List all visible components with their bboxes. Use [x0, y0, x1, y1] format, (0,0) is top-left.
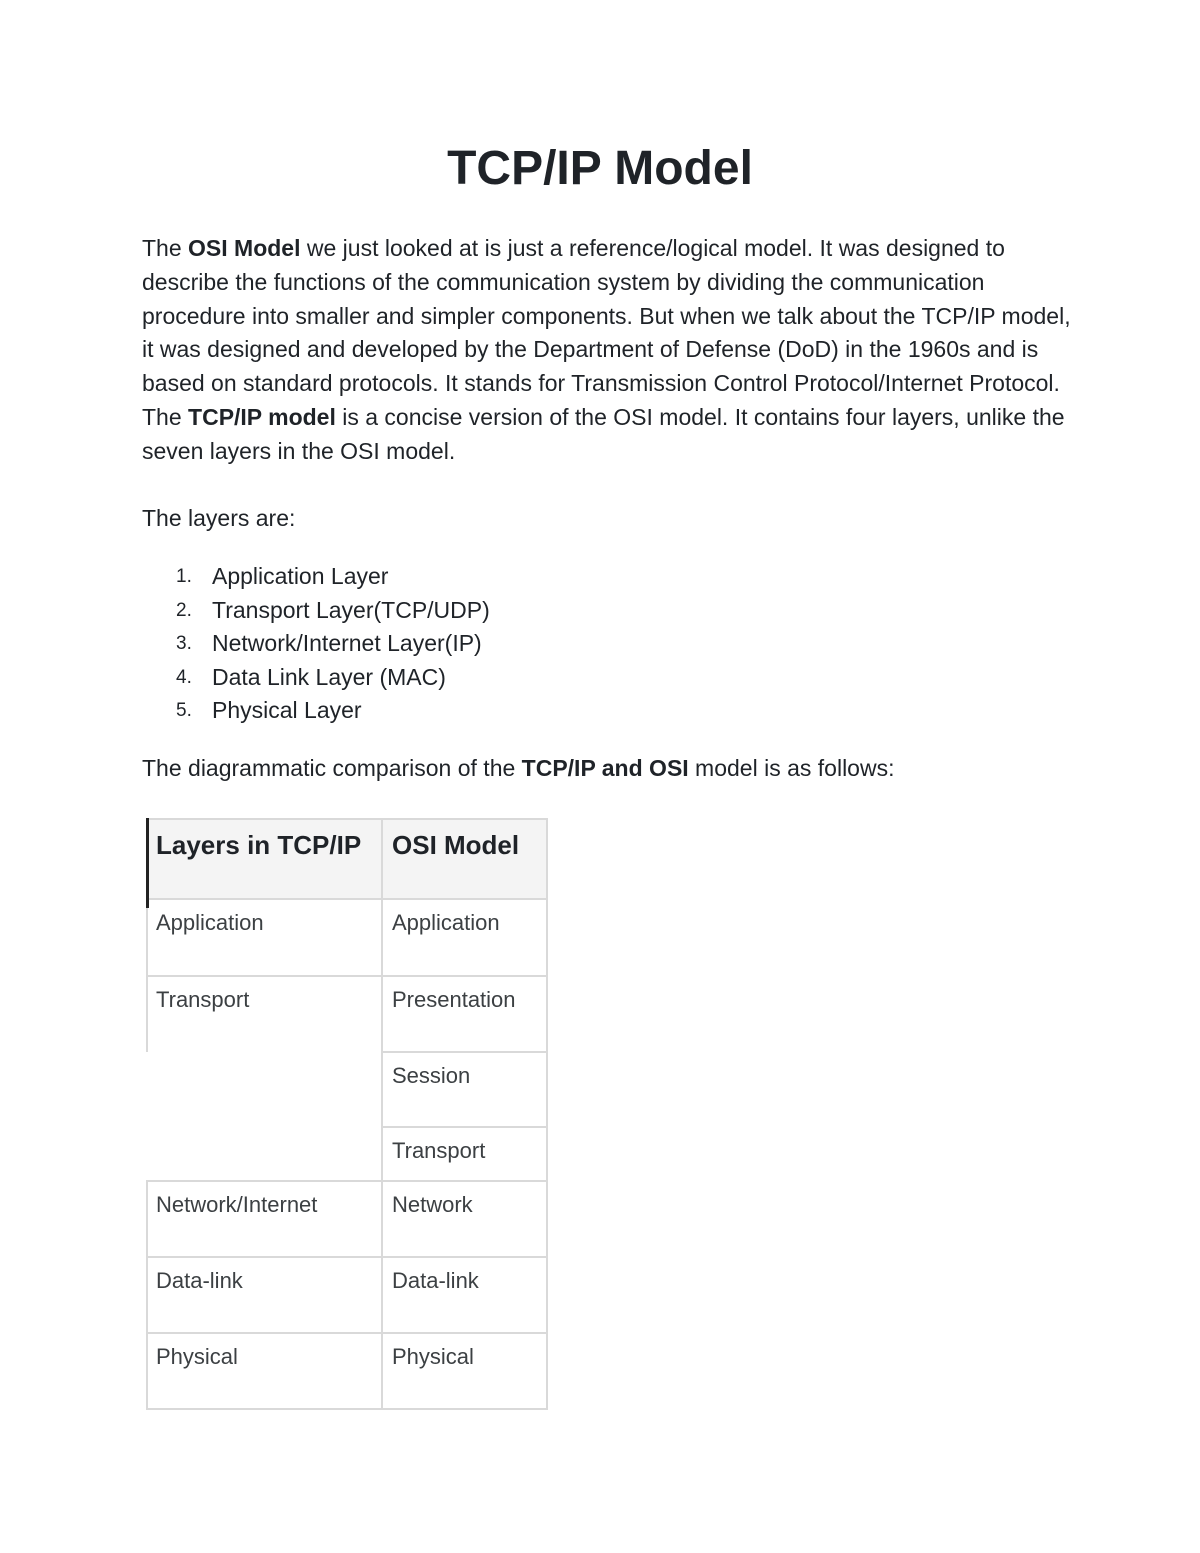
table-cell-tcpip: Transport — [156, 987, 250, 1012]
list-number: 1. — [176, 566, 192, 587]
intro-text: we just looked at is just a reference/logical model. It was designed to describe the functions of the communication system by dividing the communication procedure into smaller and simpler components. But when we talk about the TCP/IP model, it was designed and developed by the Department of Defense (DoD) in the 1960s and is based on standard protocols. It stands for Transmission Control Protocol/Internet Protocol. The — [142, 235, 1071, 430]
list-item — [142, 661, 490, 695]
list-item-label: Application Layer — [212, 563, 389, 589]
table-border — [382, 1051, 548, 1053]
intro-tcpip-model-bold: TCP/IP model — [188, 403, 336, 430]
list-item — [142, 594, 490, 628]
list-item-label: Physical Layer — [212, 697, 362, 724]
table-border — [146, 1180, 148, 1410]
list-item-label: Transport Layer(TCP/UDP) — [212, 596, 490, 623]
comparison-sentence — [142, 752, 894, 786]
table-border — [146, 1408, 548, 1410]
table-border — [382, 1126, 548, 1128]
table-cell-tcpip: Network/Internet — [156, 1192, 318, 1217]
list-item — [142, 694, 490, 728]
comparison-text: model is as follows: — [688, 755, 895, 781]
table-cell-tcpip: Data-link — [156, 1268, 243, 1293]
table-cell-tcpip: Physical — [156, 1344, 238, 1369]
table-border — [146, 818, 548, 820]
table-header-osi: OSI Model — [382, 818, 546, 898]
table-cell-osi: Data-link — [392, 1268, 479, 1293]
intro-text: The — [142, 235, 189, 261]
table-left-accent — [146, 818, 149, 908]
list-item — [142, 627, 490, 661]
intro-text: is a concise version of the OSI model. It contains four layers, unlike the seven layers in the OSI model. — [142, 403, 1065, 464]
list-item — [142, 560, 490, 594]
table-border — [146, 1180, 548, 1182]
comparison-text: The diagrammatic comparison of the — [142, 755, 522, 781]
table-cell-osi: Session — [392, 1063, 471, 1088]
list-item-label: Data Link Layer (MAC) — [212, 663, 446, 690]
table-cell-osi: Physical — [392, 1344, 474, 1369]
layers-intro: The layers are: — [142, 505, 296, 531]
table-border — [381, 818, 383, 1410]
table-border — [146, 1256, 548, 1258]
list-item-label: Network/Internet Layer(IP) — [212, 630, 482, 657]
intro-osi-model-bold: OSI Model — [188, 235, 301, 261]
page-title: TCP/IP Model — [447, 142, 753, 195]
table-border — [146, 1332, 548, 1334]
table-cell-osi: Network — [392, 1192, 473, 1217]
list-number: 2. — [176, 599, 192, 621]
table-cell-osi: Transport — [392, 1138, 486, 1163]
table-header-tcpip: Layers in TCP/IP — [146, 818, 382, 898]
comparison-table — [146, 818, 548, 1410]
table-cell-osi: Presentation — [392, 987, 516, 1012]
table-border — [146, 898, 548, 900]
table-cell-osi: Application — [392, 910, 500, 935]
layer-list — [142, 560, 490, 728]
intro-paragraph — [142, 232, 1072, 469]
comparison-bold: TCP/IP and OSI — [521, 755, 689, 781]
list-number: 4. — [176, 666, 192, 688]
table-cell-tcpip: Application — [156, 910, 264, 935]
table-border — [146, 975, 548, 977]
table-border — [546, 818, 548, 1410]
list-number: 5. — [176, 700, 192, 722]
list-number: 3. — [176, 633, 192, 655]
